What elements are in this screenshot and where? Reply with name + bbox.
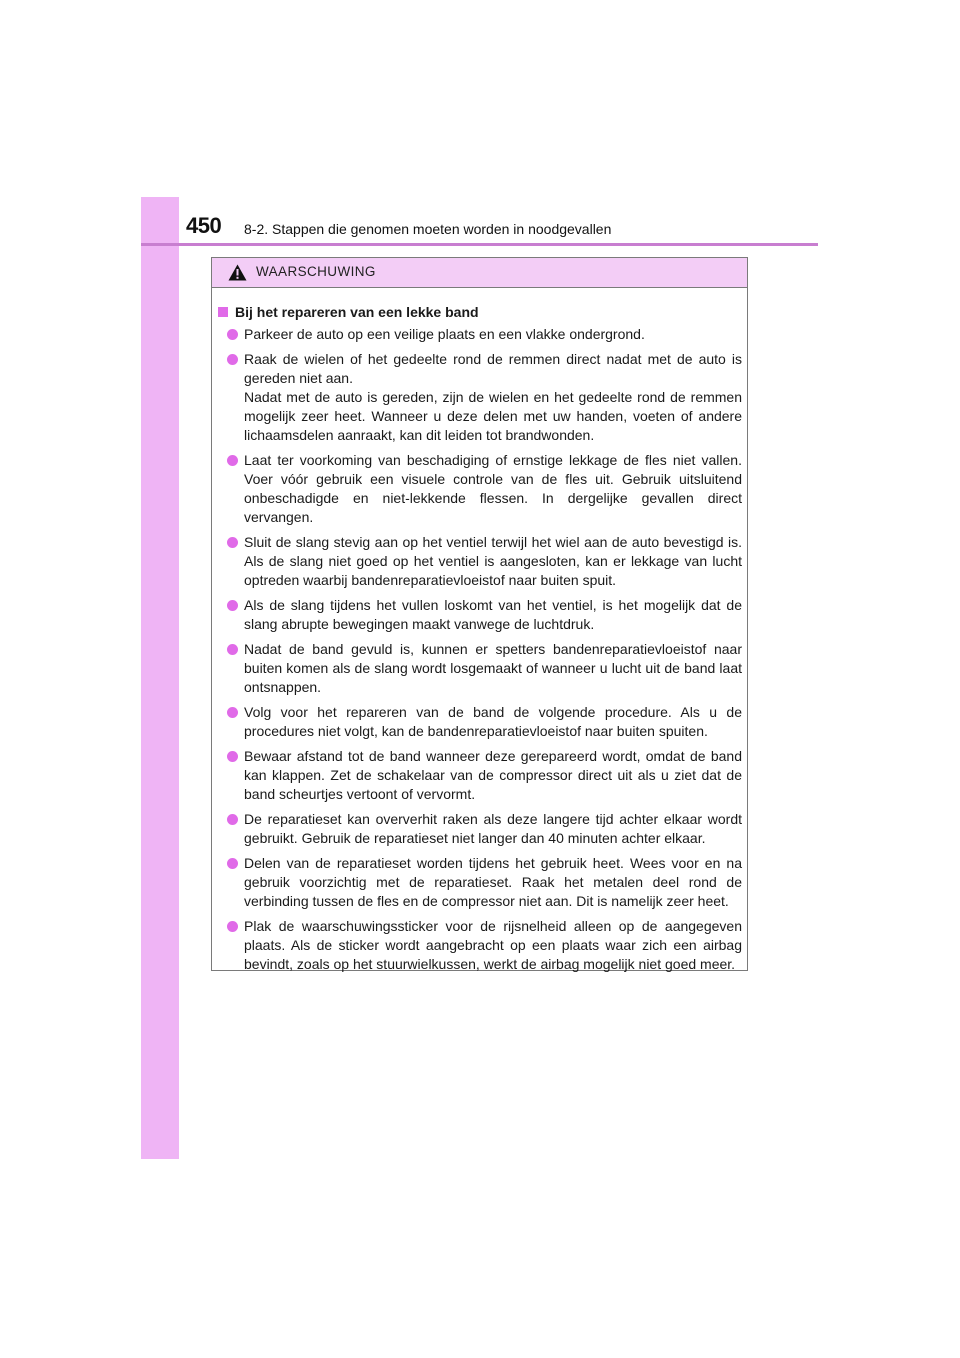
list-item (217, 350, 742, 445)
list-item (217, 640, 742, 697)
list-item (217, 810, 742, 848)
list-item (217, 451, 742, 527)
round-bullet-icon (227, 455, 238, 466)
section-title: 8-2. Stappen die genomen moeten worden in noodgevallen (244, 221, 612, 237)
round-bullet-icon (227, 921, 238, 932)
list-item-text: Laat ter voorkoming van beschadiging of ernstige lekkage de fles niet vallen. Voer vóór gebruik een visuele controle van de fles uit. Gebruik uitsluitend onbeschadigde en niet-lekkende flessen. In dergelijke gevallen direct vervangen. (244, 452, 742, 525)
header-rule (141, 243, 818, 246)
list-item (217, 596, 742, 634)
list-item (217, 747, 742, 804)
list-item-text: Nadat de band gevuld is, kunnen er spetters bandenreparatievloeistof naar buiten komen als de slang wordt losgemaakt of wanneer u lucht uit de band laat ontsnappen. (244, 641, 742, 695)
list-item-text: De reparatieset kan oververhit raken als deze langere tijd achter elkaar wordt gebruikt. Gebruik de reparatieset niet langer dan 40 minuten achter elkaar. (244, 811, 742, 846)
square-bullet-icon (218, 307, 228, 317)
round-bullet-icon (227, 354, 238, 365)
round-bullet-icon (227, 814, 238, 825)
list-item-text: Parkeer de auto op een veilige plaats en een vlakke ondergrond. (244, 326, 645, 342)
list-item-text: Plak de waarschuwingssticker voor de rijsnelheid alleen op de aangegeven plaats. Als de sticker wordt aangebracht op een plaats waar zich een airbag bevindt, zoals op het stuurwielkussen, werkt de airbag mogelijk niet goed meer. (244, 918, 742, 972)
warning-triangle-icon (228, 264, 247, 281)
list-item-text: Raak de wielen of het gedeelte rond de remmen direct nadat met de auto is gereden niet aan. (244, 351, 742, 386)
warning-header (212, 258, 747, 288)
round-bullet-icon (227, 858, 238, 869)
sub-heading-text: Bij het repareren van een lekke band (235, 304, 479, 320)
warning-label: WAARSCHUWING (256, 264, 376, 279)
list-item-text: Sluit de slang stevig aan op het ventiel terwijl het wiel aan de auto bevestigd is. Als de slang niet goed op het ventiel is aangesloten, kan er lekkage van lucht optreden waarbij bandenreparatievloeistof naar buiten spuit. (244, 534, 742, 588)
list-item (217, 917, 742, 974)
round-bullet-icon (227, 537, 238, 548)
chapter-side-band (141, 197, 179, 1159)
list-item-text: Als de slang tijdens het vullen loskomt van het ventiel, is het mogelijk dat de slang abrupte bewegingen maakt vanwege de luchtdruk. (244, 597, 742, 632)
list-item-text: Nadat met de auto is gereden, zijn de wielen en het gedeelte rond de remmen mogelijk zeer heet. Wanneer u deze delen met uw handen, voeten of andere lichaamsdelen aanraakt, kan dit leiden tot brandwonden. (244, 389, 742, 443)
round-bullet-icon (227, 600, 238, 611)
list-item (217, 533, 742, 590)
list-item (217, 854, 742, 911)
round-bullet-icon (227, 329, 238, 340)
list-item-text: Delen van de reparatieset worden tijdens het gebruik heet. Wees voor en na gebruik voorzichtig met de reparatieset. Raak het metalen deel rond de verbinding tussen de fles en de compressor niet aan. Dit is namelijk zeer heet. (244, 855, 742, 909)
page-number: 450 (186, 213, 222, 238)
sub-heading (217, 303, 742, 322)
warning-box (211, 257, 748, 971)
list-item-text: Bewaar afstand tot de band wanneer deze gerepareerd wordt, omdat de band kan klappen. Zet de schakelaar van de compressor direct uit als u ziet dat de band scheurtjes vertoont of vervormt. (244, 748, 742, 802)
round-bullet-icon (227, 644, 238, 655)
list-item (217, 325, 742, 344)
round-bullet-icon (227, 751, 238, 762)
round-bullet-icon (227, 707, 238, 718)
warning-body (212, 288, 747, 974)
warning-list (217, 325, 742, 974)
list-item-text: Volg voor het repareren van de band de volgende procedure. Als u de procedures niet volgt, kan de bandenreparatievloeistof naar buiten spuiten. (244, 704, 742, 739)
list-item (217, 703, 742, 741)
